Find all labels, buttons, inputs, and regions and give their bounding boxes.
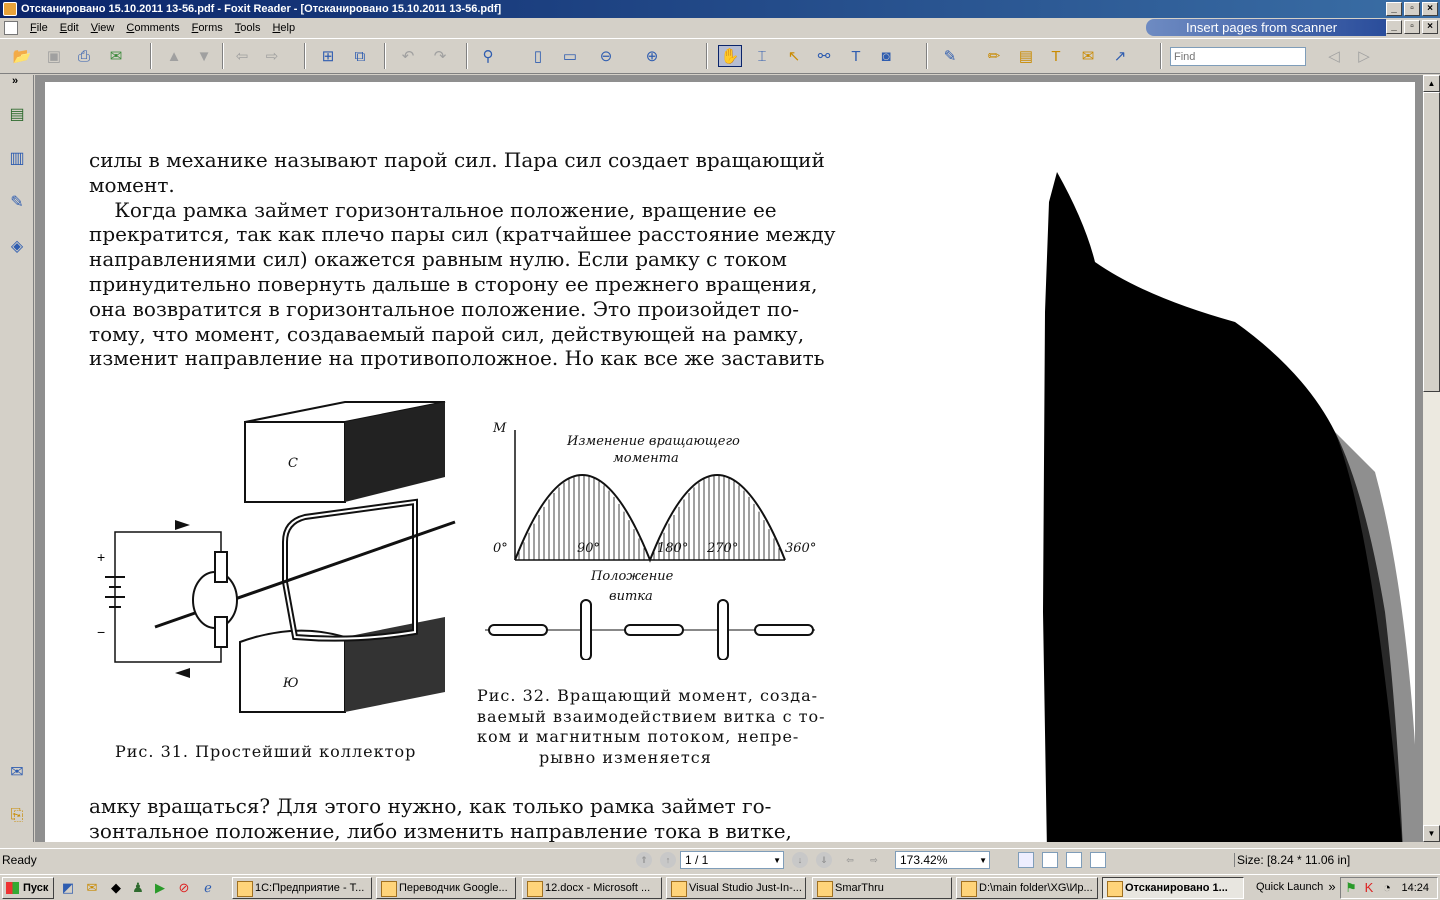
figure-31-commutator [95, 392, 465, 722]
x-tick-360: 360° [785, 541, 817, 556]
caption-line: ком и магнитным потоком, непре- [477, 727, 800, 746]
foxit-app-icon[interactable] [3, 2, 17, 16]
caption-line: рывно изменяется [539, 747, 712, 767]
pdf-page [45, 82, 1415, 842]
prev-page-status-icon[interactable]: ↑ [660, 852, 676, 868]
bottom-paragraph [89, 794, 792, 842]
pencil-icon[interactable]: ✏ [987, 48, 1001, 65]
save-icon[interactable]: ▣ [46, 48, 62, 65]
stop-icon[interactable]: ⊘ [178, 880, 190, 895]
first-page-icon[interactable]: ⇑ [636, 852, 652, 868]
text-line: Когда рамка займет горизонтальное положение, вращение ее [89, 197, 777, 222]
attachments-panel-icon[interactable]: ◈ [10, 238, 24, 255]
prev-page-icon[interactable]: ▲ [166, 47, 182, 65]
zoom-icon[interactable]: ⚲ [482, 48, 494, 65]
back-status-icon[interactable]: ⇦ [846, 855, 854, 865]
title-bar [0, 0, 1440, 18]
minimize-button[interactable]: _ [1386, 2, 1402, 16]
forward-icon[interactable]: ⇨ [265, 48, 279, 65]
close-button[interactable]: × [1422, 2, 1438, 16]
insert-icon[interactable]: ⊞ [321, 48, 335, 65]
x-axis-label-line2: витка [609, 589, 653, 604]
coil-position-270 [718, 600, 728, 660]
callout-icon[interactable]: ✉ [1081, 48, 1095, 65]
clock[interactable]: 14:24 [1401, 882, 1429, 894]
forward-status-icon[interactable]: ⇨ [870, 855, 878, 865]
chart-title-line1: Изменение вращающего [567, 434, 740, 449]
desktop-icon[interactable]: ◩ [61, 880, 75, 895]
text-line: прекратится, так как плечо пары сил (кратчайшее расстояние между [89, 222, 836, 247]
magnet-north-label: С [288, 456, 298, 471]
coil-position-180 [625, 625, 683, 635]
text-line: тому, что момент, создаваемый парой сил, действующей на рамку, [89, 321, 805, 346]
navigation-panel [0, 75, 34, 842]
menu-file[interactable]: File [30, 22, 48, 34]
status-bar [0, 848, 1440, 870]
undo-icon[interactable]: ↶ [401, 48, 415, 65]
doc-restore-button[interactable]: ▫ [1404, 20, 1420, 34]
expand-panel-icon[interactable]: » [12, 75, 19, 87]
coil-position-360 [755, 625, 813, 635]
app-quicklaunch-icon[interactable]: ◆ [111, 880, 121, 895]
toolbar [0, 38, 1440, 74]
task-foxit[interactable]: Отсканировано 1... [1102, 877, 1244, 899]
paperclip-icon[interactable]: ⎘ [10, 807, 24, 824]
page-number-field[interactable] [680, 851, 784, 869]
note-icon[interactable]: ✎ [943, 48, 957, 65]
menu-forms[interactable]: Forms [191, 22, 223, 34]
document-viewport[interactable] [35, 75, 1425, 842]
layers-icon[interactable]: ✎ [10, 194, 24, 211]
task-1c[interactable]: 1С:Предприятие - Т... [232, 877, 372, 899]
x-axis-label-line1: Положение [591, 569, 674, 584]
bookmarks-icon[interactable]: ▥ [9, 150, 25, 167]
open-icon[interactable]: 📂 [12, 48, 32, 65]
network-icon[interactable]: ⚑ [1345, 880, 1357, 895]
minus-sign: − [97, 624, 106, 640]
doc-close-button[interactable]: × [1422, 20, 1438, 34]
select-icon[interactable]: ↖ [787, 48, 801, 65]
last-page-icon[interactable]: ⇓ [816, 852, 832, 868]
x-tick-270: 270° [707, 541, 739, 556]
text-line: зонтальное положение, либо изменить направление тока в витке, [89, 818, 792, 842]
typewriter-icon[interactable]: T [851, 47, 861, 65]
coil-position-0 [489, 625, 547, 635]
task-google-translate[interactable]: Переводчик Google... [376, 877, 516, 899]
page-size-text: Size: [8.24 * 11.06 in] [1234, 853, 1350, 867]
task-word[interactable]: 12.docx - Microsoft ... [522, 877, 662, 899]
chart-title-line2: момента [613, 451, 679, 466]
ie-icon[interactable]: ℯ [204, 880, 212, 895]
zoom-level-field[interactable] [895, 851, 990, 869]
x-tick-90: 90° [577, 541, 601, 556]
next-page-icon[interactable]: ▼ [196, 47, 212, 65]
doc-minimize-button[interactable]: _ [1386, 20, 1402, 34]
restore-button[interactable]: ▫ [1404, 2, 1420, 16]
main-paragraph [89, 148, 836, 371]
single-page-icon[interactable] [1018, 852, 1034, 868]
hand-icon[interactable]: ✋ [718, 45, 742, 67]
figure-31-caption: Рис. 31. Простейший коллектор [115, 742, 417, 761]
clock-icon[interactable]: ◔ [1383, 880, 1391, 895]
extract-icon[interactable]: ⧉ [354, 47, 366, 65]
antivirus-icon[interactable]: K [1364, 880, 1374, 895]
chevron-right-icon[interactable]: » [1328, 879, 1336, 894]
system-tray [1340, 877, 1438, 899]
scroll-thumb[interactable] [1423, 92, 1440, 392]
chevron-down-icon[interactable]: ▼ [979, 856, 987, 865]
redo-icon[interactable]: ↷ [433, 48, 447, 65]
document-icon[interactable] [4, 21, 18, 35]
menu-comments[interactable]: Comments [126, 22, 180, 34]
menu-bar [0, 18, 1440, 38]
back-icon[interactable]: ⇦ [235, 48, 249, 65]
scan-artifact [1035, 112, 1415, 842]
facing-icon[interactable] [1066, 852, 1082, 868]
text-line: силы в механике называют парой сил. Пара сил создает вращающий [89, 148, 825, 172]
coil-position-90 [581, 600, 591, 660]
window-title: Отсканировано 15.10.2011 13-56.pdf - Foxit Reader - [Отсканировано 15.10.2011 13-56.pdf] [21, 3, 502, 15]
taskbar [0, 874, 1440, 900]
fit-page-icon[interactable]: ▯ [533, 48, 543, 65]
text-line: момент. [89, 172, 175, 197]
play-icon[interactable]: ▶ [155, 880, 165, 895]
menu-help[interactable]: Help [272, 22, 296, 34]
task-smarthru[interactable]: SmarThru [812, 877, 952, 899]
caption-line: ваемый взаимодействием витка с то- [477, 706, 826, 726]
next-page-status-icon[interactable]: ↓ [792, 852, 808, 868]
menu-view[interactable]: View [90, 22, 115, 34]
zoom-level-value: 173.42% [900, 853, 948, 867]
snapshot-icon[interactable]: ◙ [881, 47, 891, 65]
textbox-icon[interactable]: T [1051, 47, 1061, 65]
highlight-icon[interactable]: ▤ [1018, 48, 1034, 65]
text-line: направлениями сил) окажется равным нулю. Если рамку с током [89, 247, 787, 272]
find-prev-icon[interactable]: ◁ [1328, 48, 1340, 65]
task-explorer[interactable]: D:\main folder\XG\Ир... [956, 877, 1098, 899]
text-line: принудительно повернуть дальше в сторону ее прежнего вращения, [89, 271, 818, 296]
y-axis-label: М [493, 421, 507, 436]
plus-sign: + [97, 549, 106, 565]
text-line: изменит направление на противоположное. Но как все же заставить [89, 346, 825, 371]
menu-tools[interactable]: Tools [234, 22, 261, 34]
quick-launch-label[interactable]: Quick Launch [1256, 881, 1324, 893]
zoom-in-icon[interactable]: ⊕ [645, 48, 659, 65]
caption-line: Рис. 32. Вращающий момент, созда- [477, 686, 819, 705]
vertical-scrollbar[interactable] [1423, 75, 1440, 842]
figure-32-caption [477, 686, 826, 768]
continuous-facing-icon[interactable] [1090, 852, 1106, 868]
comments-icon[interactable]: ✉ [10, 764, 24, 781]
scroll-up-button[interactable]: ▲ [1423, 75, 1440, 92]
email-icon[interactable]: ✉ [109, 48, 123, 65]
select-text-icon[interactable]: ⌶ [757, 47, 767, 65]
find-input[interactable] [1170, 47, 1306, 66]
status-text: Ready [2, 853, 37, 867]
mail-icon[interactable]: ✉ [86, 880, 98, 895]
start-button[interactable]: Пуск [2, 877, 54, 899]
zoom-out-icon[interactable]: ⊖ [599, 48, 613, 65]
scroll-down-button[interactable]: ▼ [1423, 825, 1440, 842]
figure-32-torque-chart [485, 410, 845, 660]
x-tick-0: 0° [493, 541, 508, 556]
fit-width-icon[interactable]: ▭ [562, 48, 578, 65]
page-number-value: 1 / 1 [685, 853, 709, 867]
task-visual-studio[interactable]: Visual Studio Just-In-... [666, 877, 806, 899]
pages-icon[interactable]: ▤ [9, 106, 25, 123]
chevron-down-icon[interactable]: ▼ [773, 856, 781, 865]
binoculars-icon[interactable]: ⚯ [817, 48, 831, 65]
x-tick-180: 180° [657, 541, 689, 556]
find-next-icon[interactable]: ▷ [1358, 48, 1370, 65]
text-line: она возвратится в горизонтальное положение. Это произойдет по- [89, 296, 799, 321]
magnet-south-label: Ю [283, 676, 299, 691]
continuous-icon[interactable] [1042, 852, 1058, 868]
print-icon[interactable]: ⎙ [77, 47, 90, 65]
users-icon[interactable]: ♟ [132, 880, 144, 895]
arrow-icon[interactable]: ↗ [1113, 48, 1127, 65]
menu-edit[interactable]: Edit [59, 22, 79, 34]
text-line: амку вращаться? Для этого нужно, как только рамка займет го- [89, 794, 772, 818]
insert-pages-banner[interactable]: Insert pages from scanner [1146, 19, 1386, 36]
